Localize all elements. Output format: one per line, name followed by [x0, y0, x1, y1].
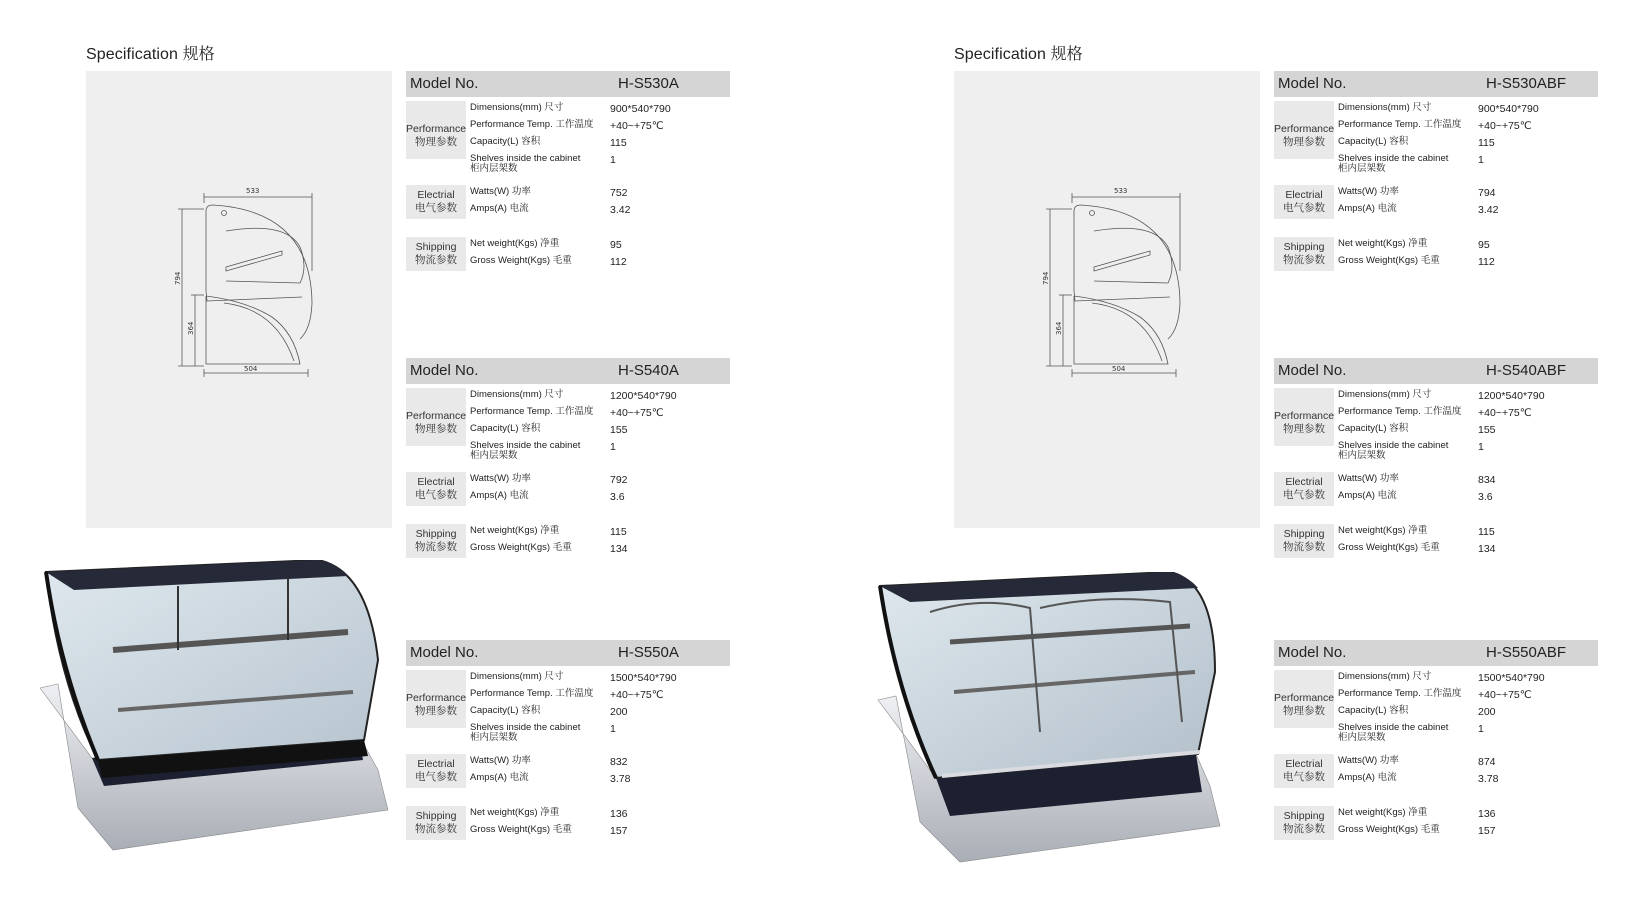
product-photo-display-case-doors: [870, 572, 1242, 872]
model-label: Model No.: [410, 362, 479, 379]
gross-weight-row: Gross Weight(Kgs) 毛重 112: [470, 255, 627, 268]
spec-page-left: [0, 0, 822, 920]
shelves-row: Shelves inside the cabinet 柜内层架数 1: [1338, 722, 1484, 743]
shipping-group: [1274, 806, 1598, 840]
electrical-group: [406, 185, 730, 219]
electrical-group: [1274, 185, 1598, 219]
amps-row: Amps(A) 电流 3.78: [1338, 772, 1499, 785]
dim-height: 794: [1042, 271, 1050, 285]
shipping-label: Shipping 物流参数: [406, 524, 466, 558]
model-label: Model No.: [1278, 362, 1347, 379]
spec-table-2: [1274, 358, 1598, 558]
net-weight-row: Net weight(Kgs) 净重 115: [470, 525, 627, 538]
dim-base-width: 504: [1112, 365, 1126, 373]
temp-row: Performance Temp. 工作温度 +40~+75℃: [470, 119, 664, 132]
electrical-group: [1274, 472, 1598, 506]
shipping-group: [406, 806, 730, 840]
gross-weight-row: Gross Weight(Kgs) 毛重 134: [1338, 542, 1496, 555]
electrical-label: Electrial 电气参数: [406, 472, 466, 506]
model-label: Model No.: [1278, 644, 1347, 661]
capacity-row: Capacity(L) 容积 115: [1338, 136, 1495, 149]
watts-row: Watts(W) 功率 792: [470, 473, 628, 486]
gross-weight-row: Gross Weight(Kgs) 毛重 134: [470, 542, 628, 555]
model-header: [406, 71, 730, 97]
watts-row: Watts(W) 功率 834: [1338, 473, 1496, 486]
performance-group: [1274, 670, 1598, 754]
shelves-row: Shelves inside the cabinet 柜内层架数 1: [1338, 153, 1484, 174]
net-weight-row: Net weight(Kgs) 净重 95: [1338, 238, 1490, 251]
model-number: H-S550ABF: [1486, 644, 1567, 661]
performance-label: Performance 物理参数: [1274, 670, 1334, 728]
capacity-row: Capacity(L) 容积 155: [470, 423, 628, 436]
shipping-group: [1274, 524, 1598, 558]
dimensions-row: Dimensions(mm) 尺寸 1200*540*790: [1338, 389, 1545, 402]
temp-row: Performance Temp. 工作温度 +40~+75℃: [1338, 406, 1532, 419]
shelves-row: Shelves inside the cabinet 柜内层架数 1: [470, 440, 616, 461]
model-header: [1274, 358, 1598, 384]
shipping-label: Shipping 物流参数: [406, 806, 466, 840]
model-number: H-S550A: [618, 644, 679, 661]
shelves-row: Shelves inside the cabinet 柜内层架数 1: [470, 722, 616, 743]
gross-weight-row: Gross Weight(Kgs) 毛重 157: [1338, 824, 1496, 837]
spec-page-right: [868, 0, 1645, 920]
performance-group: [1274, 388, 1598, 472]
performance-label: Performance 物理参数: [406, 388, 466, 446]
shelves-row: Shelves inside the cabinet 柜内层架数 1: [1338, 440, 1484, 461]
performance-label: Performance 物理参数: [1274, 388, 1334, 446]
dim-top-width: 533: [246, 187, 260, 195]
electrical-label: Electrial 电气参数: [1274, 185, 1334, 219]
electrical-group: [1274, 754, 1598, 788]
shipping-group: [406, 237, 730, 271]
shipping-label: Shipping 物流参数: [1274, 806, 1334, 840]
performance-group: [1274, 101, 1598, 185]
watts-row: Watts(W) 功率 874: [1338, 755, 1496, 768]
capacity-row: Capacity(L) 容积 200: [1338, 705, 1496, 718]
model-header: [1274, 640, 1598, 666]
capacity-row: Capacity(L) 容积 200: [470, 705, 628, 718]
amps-row: Amps(A) 电流 3.78: [470, 772, 631, 785]
electrical-label: Electrial 电气参数: [1274, 754, 1334, 788]
technical-drawing-panel: [86, 71, 392, 528]
net-weight-row: Net weight(Kgs) 净重 95: [470, 238, 622, 251]
model-label: Model No.: [410, 75, 479, 92]
model-label: Model No.: [1278, 75, 1347, 92]
dimensions-row: Dimensions(mm) 尺寸 1500*540*790: [470, 671, 677, 684]
shipping-group: [1274, 237, 1598, 271]
performance-group: [406, 388, 730, 472]
shipping-group: [406, 524, 730, 558]
temp-row: Performance Temp. 工作温度 +40~+75℃: [470, 406, 664, 419]
net-weight-row: Net weight(Kgs) 净重 136: [1338, 807, 1496, 820]
amps-row: Amps(A) 电流 3.42: [1338, 203, 1499, 216]
watts-row: Watts(W) 功率 794: [1338, 186, 1496, 199]
dimensions-row: Dimensions(mm) 尺寸 1500*540*790: [1338, 671, 1545, 684]
net-weight-row: Net weight(Kgs) 净重 136: [470, 807, 628, 820]
dimensions-row: Dimensions(mm) 尺寸 1200*540*790: [470, 389, 677, 402]
dimensions-row: Dimensions(mm) 尺寸 900*540*790: [470, 102, 671, 115]
page-heading: Specification 规格: [86, 46, 215, 63]
spec-table-2: [406, 358, 730, 558]
gross-weight-row: Gross Weight(Kgs) 毛重 157: [470, 824, 628, 837]
electrical-label: Electrial 电气参数: [406, 754, 466, 788]
net-weight-row: Net weight(Kgs) 净重 115: [1338, 525, 1495, 538]
electrical-group: [406, 472, 730, 506]
spec-table-1: [1274, 71, 1598, 271]
spec-table-1: [406, 71, 730, 271]
temp-row: Performance Temp. 工作温度 +40~+75℃: [470, 688, 664, 701]
product-photo-display-case: [18, 560, 398, 860]
shipping-label: Shipping 物流参数: [406, 237, 466, 271]
electrical-label: Electrial 电气参数: [406, 185, 466, 219]
model-number: H-S530A: [618, 75, 679, 92]
gross-weight-row: Gross Weight(Kgs) 毛重 112: [1338, 255, 1495, 268]
watts-row: Watts(W) 功率 752: [470, 186, 628, 199]
performance-label: Performance 物理参数: [1274, 101, 1334, 159]
model-header: [406, 358, 730, 384]
dim-base-width: 504: [244, 365, 258, 373]
amps-row: Amps(A) 电流 3.6: [1338, 490, 1493, 503]
spec-table-3: [1274, 640, 1598, 840]
page-heading: Specification 规格: [954, 46, 1083, 63]
model-number: H-S540A: [618, 362, 679, 379]
dim-height: 794: [174, 271, 182, 285]
shipping-label: Shipping 物流参数: [1274, 237, 1334, 271]
temp-row: Performance Temp. 工作温度 +40~+75℃: [1338, 688, 1532, 701]
spec-table-3: [406, 640, 730, 840]
temp-row: Performance Temp. 工作温度 +40~+75℃: [1338, 119, 1532, 132]
shelves-row: Shelves inside the cabinet 柜内层架数 1: [470, 153, 616, 174]
amps-row: Amps(A) 电流 3.42: [470, 203, 631, 216]
model-header: [1274, 71, 1598, 97]
dimensions-row: Dimensions(mm) 尺寸 900*540*790: [1338, 102, 1539, 115]
performance-group: [406, 670, 730, 754]
performance-label: Performance 物理参数: [406, 670, 466, 728]
model-number: H-S540ABF: [1486, 362, 1567, 379]
amps-row: Amps(A) 电流 3.6: [470, 490, 625, 503]
capacity-row: Capacity(L) 容积 155: [1338, 423, 1496, 436]
model-label: Model No.: [410, 644, 479, 661]
model-header: [406, 640, 730, 666]
technical-drawing-panel: [954, 71, 1260, 528]
performance-group: [406, 101, 730, 185]
dim-lower-height: 364: [187, 321, 195, 335]
shipping-label: Shipping 物流参数: [1274, 524, 1334, 558]
dim-top-width: 533: [1114, 187, 1128, 195]
watts-row: Watts(W) 功率 832: [470, 755, 628, 768]
capacity-row: Capacity(L) 容积 115: [470, 136, 627, 149]
performance-label: Performance 物理参数: [406, 101, 466, 159]
electrical-label: Electrial 电气参数: [1274, 472, 1334, 506]
model-number: H-S530ABF: [1486, 75, 1567, 92]
electrical-group: [406, 754, 730, 788]
dim-lower-height: 364: [1055, 321, 1063, 335]
